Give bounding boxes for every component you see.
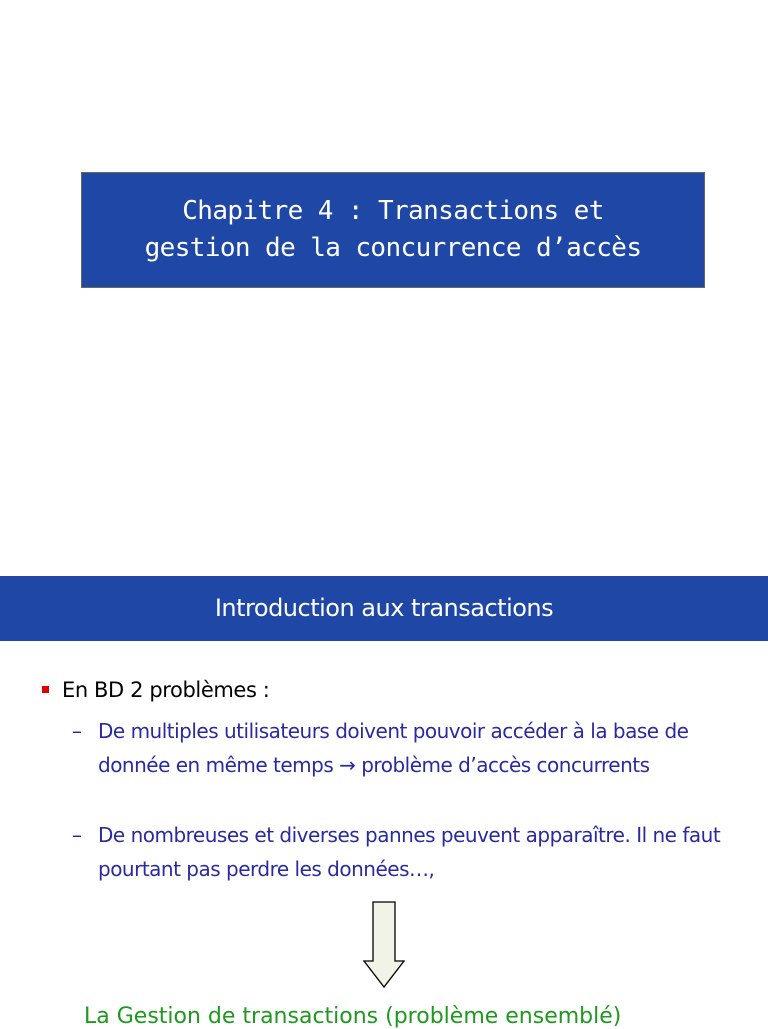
conclusion-text: La Gestion de transactions (problème ensemblé) — [84, 1004, 622, 1029]
slide-introduction — [0, 576, 768, 1029]
bullet-square-icon — [42, 686, 49, 693]
chapter-title-box — [81, 172, 705, 288]
down-arrow-icon — [362, 901, 406, 989]
chapter-title-line-2: gestion de la concurrence d’accès — [144, 233, 642, 263]
dash-marker: – — [72, 823, 82, 847]
sub-bullet-text: De nombreuses et diverses pannes peuvent apparaître. Il ne faut pourtant pas perdre les données…, — [98, 823, 721, 881]
chapter-title-line-1: Chapitre 4 : Transactions et — [182, 196, 604, 226]
main-bullet-text: En BD 2 problèmes : — [62, 678, 270, 702]
sub-bullet-failures — [72, 818, 742, 886]
sub-bullet-text: De multiples utilisateurs doivent pouvoir accéder à la base de donnée en même temps → problème d’accès concurrents — [98, 719, 689, 777]
slide-header: Introduction aux transactions — [0, 576, 768, 641]
sub-bullet-concurrency — [72, 714, 742, 782]
dash-marker: – — [72, 719, 82, 743]
slide-title — [0, 0, 768, 512]
main-bullet — [42, 678, 269, 702]
